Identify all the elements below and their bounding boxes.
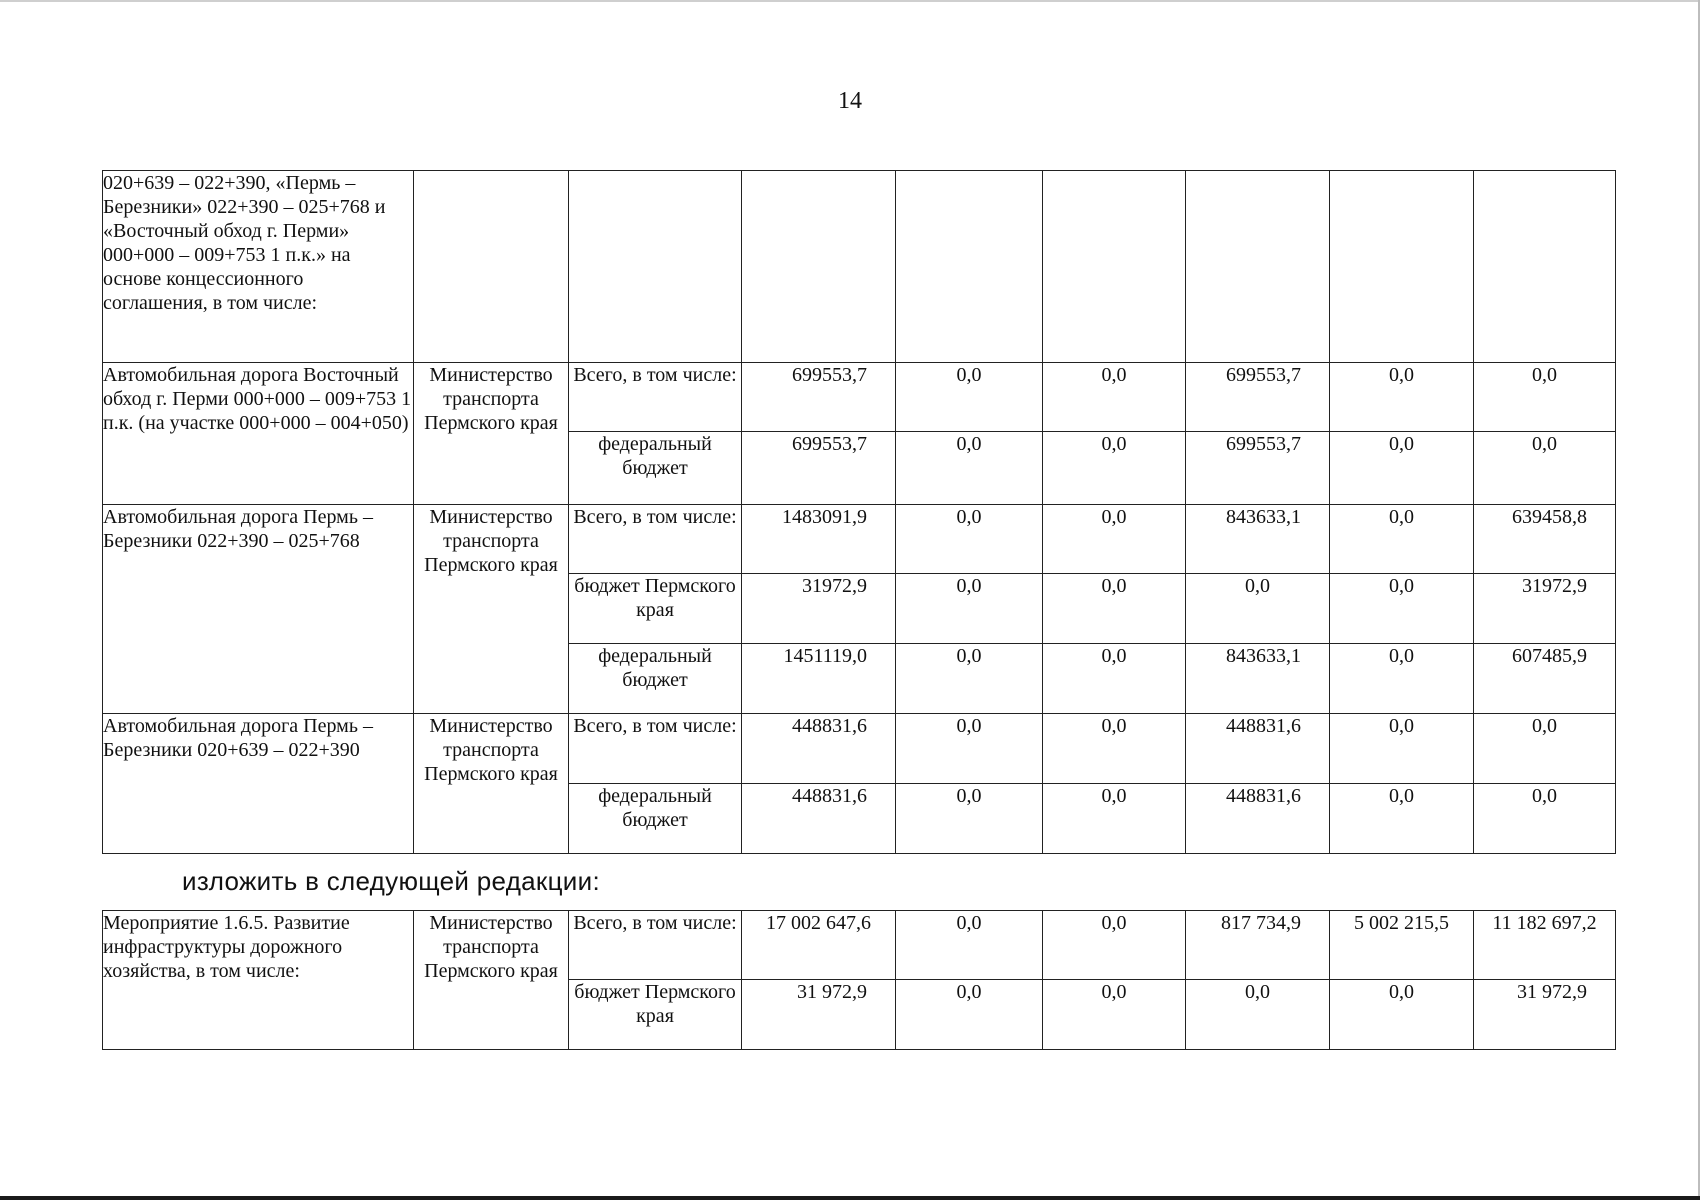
amount-cell: 0,0 <box>896 574 1043 644</box>
event-name-cell: 020+639 – 022+390, «Пермь – Березники» 022+390 – 025+768 и «Восточный обход г. Перми» 000+000 – 009+753 1 п.к.» на основе концессионного соглашения, в том числе: <box>103 171 414 363</box>
empty-cell <box>1330 171 1474 363</box>
empty-cell <box>414 171 569 363</box>
amount-cell: 699553,7 <box>1186 363 1330 432</box>
amount-cell: 17 002 647,6 <box>742 911 896 980</box>
empty-cell <box>742 171 896 363</box>
amount-cell: 0,0 <box>896 784 1043 854</box>
empty-cell <box>1186 171 1330 363</box>
funding-source-cell: федеральный бюджет <box>569 644 742 714</box>
table-row <box>103 911 1616 980</box>
amount-cell: 0,0 <box>1186 574 1330 644</box>
amount-cell: 843633,1 <box>1186 644 1330 714</box>
amount-cell: 0,0 <box>1043 574 1186 644</box>
amount-cell: 0,0 <box>1043 980 1186 1050</box>
event-name-cell: Мероприятие 1.6.5. Развитие инфраструктуры дорожного хозяйства, в том числе: <box>103 911 414 1050</box>
table-row <box>103 714 1616 784</box>
amount-cell: 0,0 <box>1330 784 1474 854</box>
amount-cell: 639458,8 <box>1474 505 1616 574</box>
amount-cell: 0,0 <box>1043 911 1186 980</box>
amount-cell: 5 002 215,5 <box>1330 911 1474 980</box>
empty-cell <box>569 171 742 363</box>
road-name-cell: Автомобильная дорога Пермь – Березники 022+390 – 025+768 <box>103 505 414 714</box>
amount-cell: 11 182 697,2 <box>1474 911 1616 980</box>
funding-source-cell: Всего, в том числе: <box>569 363 742 432</box>
amount-cell: 31 972,9 <box>1474 980 1616 1050</box>
organization-cell: Министерство транспорта Пермского края <box>414 363 569 505</box>
amount-cell: 0,0 <box>1330 980 1474 1050</box>
amount-cell: 0,0 <box>1330 363 1474 432</box>
amount-cell: 0,0 <box>1043 432 1186 505</box>
amount-cell: 699553,7 <box>1186 432 1330 505</box>
amount-cell: 31972,9 <box>1474 574 1616 644</box>
table-row <box>103 363 1616 432</box>
amount-cell: 0,0 <box>1330 644 1474 714</box>
amended-funding-table <box>102 910 1616 1050</box>
amount-cell: 607485,9 <box>1474 644 1616 714</box>
table-row <box>103 505 1616 574</box>
table-row <box>103 171 1616 363</box>
funding-source-cell: Всего, в том числе: <box>569 505 742 574</box>
amount-cell: 448831,6 <box>742 784 896 854</box>
empty-cell <box>1474 171 1616 363</box>
amount-cell: 1483091,9 <box>742 505 896 574</box>
funding-source-cell: Всего, в том числе: <box>569 911 742 980</box>
amount-cell: 448831,6 <box>742 714 896 784</box>
amount-cell: 0,0 <box>896 363 1043 432</box>
amount-cell: 0,0 <box>896 980 1043 1050</box>
amount-cell: 0,0 <box>1330 714 1474 784</box>
amount-cell: 0,0 <box>896 714 1043 784</box>
amount-cell: 0,0 <box>896 911 1043 980</box>
amount-cell: 0,0 <box>1043 784 1186 854</box>
amount-cell: 31972,9 <box>742 574 896 644</box>
amount-cell: 0,0 <box>1043 714 1186 784</box>
amount-cell: 0,0 <box>1043 505 1186 574</box>
organization-cell: Министерство транспорта Пермского края <box>414 714 569 854</box>
empty-cell <box>896 171 1043 363</box>
amount-cell: 448831,6 <box>1186 784 1330 854</box>
amount-cell: 0,0 <box>1330 432 1474 505</box>
amount-cell: 0,0 <box>1043 644 1186 714</box>
funding-source-cell: Всего, в том числе: <box>569 714 742 784</box>
amount-cell: 1451119,0 <box>742 644 896 714</box>
funding-source-cell: федеральный бюджет <box>569 432 742 505</box>
amount-cell: 0,0 <box>1474 784 1616 854</box>
amendment-instruction: изложить в следующей редакции: <box>182 866 600 896</box>
empty-cell <box>1043 171 1186 363</box>
amount-cell: 0,0 <box>1474 714 1616 784</box>
amount-cell: 31 972,9 <box>742 980 896 1050</box>
scan-edge-bottom <box>0 1196 1700 1200</box>
funding-table <box>102 170 1616 854</box>
amount-cell: 843633,1 <box>1186 505 1330 574</box>
road-name-cell: Автомобильная дорога Восточный обход г. Перми 000+000 – 009+753 1 п.к. (на участке 000+000 – 004+050) <box>103 363 414 505</box>
amount-cell: 0,0 <box>1330 505 1474 574</box>
funding-source-cell: бюджет Пермского края <box>569 574 742 644</box>
page-number: 14 <box>838 88 862 114</box>
amount-cell: 0,0 <box>1043 363 1186 432</box>
funding-source-cell: федеральный бюджет <box>569 784 742 854</box>
scan-edge-top <box>0 0 1700 2</box>
amount-cell: 699553,7 <box>742 432 896 505</box>
amount-cell: 0,0 <box>896 644 1043 714</box>
organization-cell: Министерство транспорта Пермского края <box>414 911 569 1050</box>
amount-cell: 0,0 <box>1474 363 1616 432</box>
funding-source-cell: бюджет Пермского края <box>569 980 742 1050</box>
amount-cell: 0,0 <box>1330 574 1474 644</box>
amount-cell: 0,0 <box>896 432 1043 505</box>
amount-cell: 0,0 <box>1474 432 1616 505</box>
amount-cell: 0,0 <box>896 505 1043 574</box>
road-name-cell: Автомобильная дорога Пермь – Березники 020+639 – 022+390 <box>103 714 414 854</box>
amount-cell: 0,0 <box>1186 980 1330 1050</box>
amount-cell: 817 734,9 <box>1186 911 1330 980</box>
organization-cell: Министерство транспорта Пермского края <box>414 505 569 714</box>
amount-cell: 699553,7 <box>742 363 896 432</box>
amount-cell: 448831,6 <box>1186 714 1330 784</box>
